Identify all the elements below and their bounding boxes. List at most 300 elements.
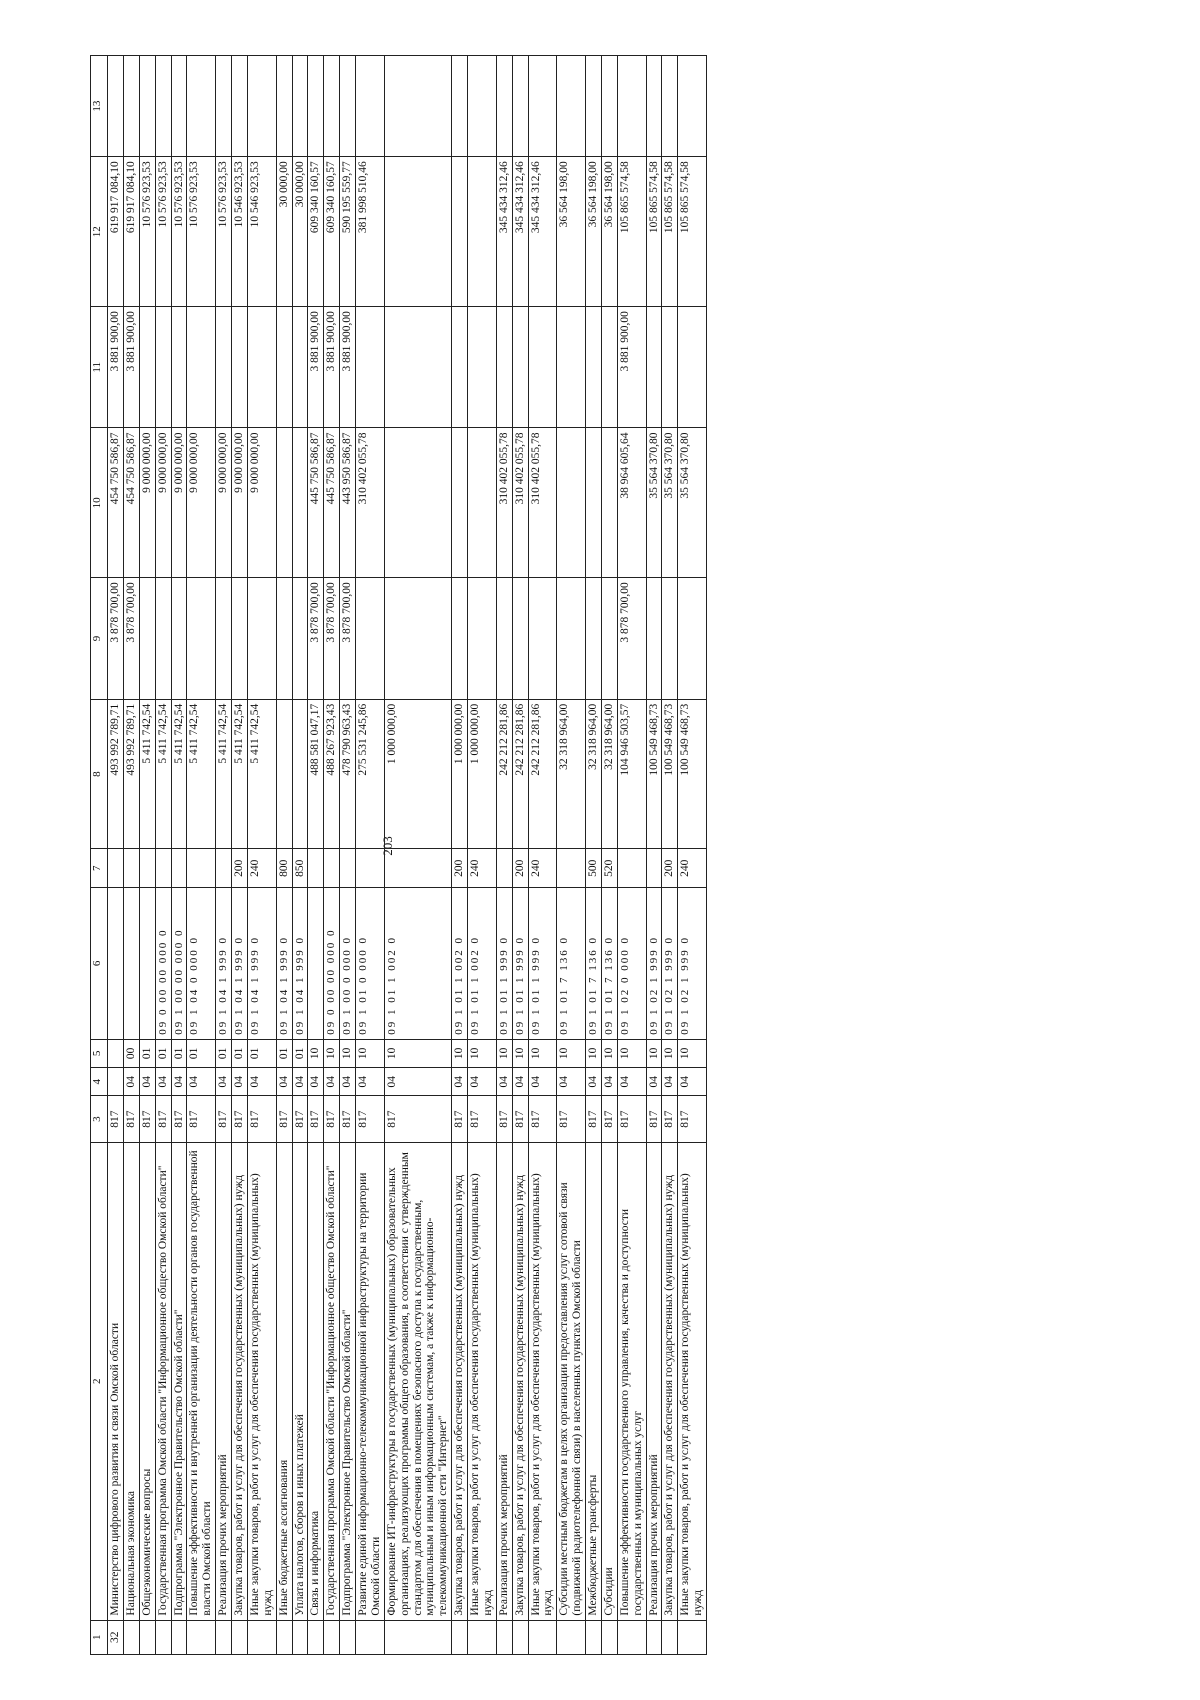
note-col-13 <box>662 56 678 157</box>
ministry-code: 817 <box>171 1096 187 1143</box>
target-article-code: 09 1 04 1 999 0 <box>292 887 308 1039</box>
subsection-code: 10 <box>528 1039 557 1067</box>
row-number <box>468 1620 497 1654</box>
amount-col-11 <box>662 307 678 428</box>
target-article-code: 09 1 01 1 002 0 <box>468 887 497 1039</box>
section-code: 04 <box>356 1068 385 1096</box>
expense-type-code <box>384 849 451 887</box>
target-article-code: 09 1 04 1 999 0 <box>247 887 276 1039</box>
note-col-13 <box>216 56 232 157</box>
note-col-13 <box>468 56 497 157</box>
ministry-code: 817 <box>678 1096 707 1143</box>
amount-col-8: 478 790 963,43 <box>340 699 356 849</box>
amount-col-11 <box>646 307 662 428</box>
table-body <box>91 56 707 1655</box>
amount-col-9: 3 878 700,00 <box>123 578 139 699</box>
section-code: 04 <box>384 1068 451 1096</box>
amount-col-8: 5 411 742,54 <box>232 699 248 849</box>
amount-col-11: 3 881 900,00 <box>324 307 340 428</box>
target-article-code: 09 1 01 1 999 0 <box>496 887 512 1039</box>
column-number-11: 11 <box>91 307 108 428</box>
line-item-name: Иные закупки товаров, работ и услуг для обеспечения государственных (муниципальных) нужд <box>678 1142 707 1620</box>
section-code: 04 <box>123 1068 139 1096</box>
amount-col-8: 1 000 000,00 <box>452 699 468 849</box>
amount-col-8: 100 549 468,73 <box>678 699 707 849</box>
target-article-code: 09 1 02 1 999 0 <box>662 887 678 1039</box>
amount-col-10: 35 564 370,80 <box>662 428 678 578</box>
amount-col-11 <box>496 307 512 428</box>
subsection-code: 01 <box>187 1039 216 1067</box>
table-row <box>586 56 602 1655</box>
section-code: 04 <box>601 1068 617 1096</box>
section-code: 04 <box>247 1068 276 1096</box>
amount-col-10: 9 000 000,00 <box>232 428 248 578</box>
expense-type-code: 200 <box>232 849 248 887</box>
line-item-name: Субсидии <box>601 1142 617 1620</box>
note-col-13 <box>646 56 662 157</box>
target-article-code: 09 1 01 1 002 0 <box>384 887 451 1039</box>
note-col-13 <box>617 56 646 157</box>
line-item-name: Повышение эффективности и внутренней организации деятельности органов государственной власти Омской области <box>187 1142 216 1620</box>
amount-col-12: 345 434 312,46 <box>496 157 512 307</box>
amount-col-9 <box>356 578 385 699</box>
subsection-code: 10 <box>468 1039 497 1067</box>
table-row <box>557 56 586 1655</box>
line-item-name: Межбюджетные трансферты <box>586 1142 602 1620</box>
ministry-code: 817 <box>468 1096 497 1143</box>
target-article-code: 09 0 00 00 000 0 <box>155 887 171 1039</box>
amount-col-9 <box>384 578 451 699</box>
amount-col-11 <box>139 307 155 428</box>
subsection-code: 01 <box>216 1039 232 1067</box>
ministry-code: 817 <box>232 1096 248 1143</box>
row-number <box>452 1620 468 1654</box>
amount-col-11 <box>678 307 707 428</box>
ministry-code: 817 <box>308 1096 324 1143</box>
amount-col-9 <box>512 578 528 699</box>
amount-col-8: 5 411 742,54 <box>247 699 276 849</box>
table-row <box>452 56 468 1655</box>
note-col-13 <box>187 56 216 157</box>
target-article-code <box>308 887 324 1039</box>
target-article-code: 09 1 04 1 999 0 <box>216 887 232 1039</box>
subsection-code: 10 <box>617 1039 646 1067</box>
target-article-code: 09 1 01 0 000 0 <box>356 887 385 1039</box>
column-number-4: 4 <box>91 1068 108 1096</box>
table-row <box>155 56 171 1655</box>
note-col-13 <box>512 56 528 157</box>
subsection-code: 10 <box>601 1039 617 1067</box>
ministry-code: 817 <box>662 1096 678 1143</box>
ministry-code: 817 <box>155 1096 171 1143</box>
amount-col-9 <box>662 578 678 699</box>
line-item-name: Формирование ИТ-инфраструктуры в государственных (муниципальных) образовательных организациях, реализующих программы общего образования, в соответствии с утвержденным стандартом для обеспечения в помещениях безопасного доступа к государственным, муниципальным и иным информационным системам, а также к информационно-телекоммуникационной сети "Интернет" <box>384 1142 451 1620</box>
table-row <box>108 56 124 1655</box>
row-number <box>496 1620 512 1654</box>
amount-col-12: 590 195 559,77 <box>340 157 356 307</box>
table-row <box>528 56 557 1655</box>
note-col-13 <box>308 56 324 157</box>
amount-col-8: 5 411 742,54 <box>187 699 216 849</box>
row-number <box>617 1620 646 1654</box>
note-col-13 <box>678 56 707 157</box>
section-code: 04 <box>452 1068 468 1096</box>
amount-col-10 <box>384 428 451 578</box>
section-code: 04 <box>586 1068 602 1096</box>
amount-col-11 <box>292 307 308 428</box>
section-code: 04 <box>187 1068 216 1096</box>
row-number <box>216 1620 232 1654</box>
row-number <box>601 1620 617 1654</box>
line-item-name: Подпрограмма "Электронное Правительство Омской области" <box>171 1142 187 1620</box>
page-number: 203 <box>379 836 395 856</box>
section-code: 04 <box>155 1068 171 1096</box>
row-number <box>646 1620 662 1654</box>
expense-type-code: 500 <box>586 849 602 887</box>
amount-col-12: 10 546 923,53 <box>247 157 276 307</box>
table-row <box>617 56 646 1655</box>
section-code: 04 <box>324 1068 340 1096</box>
note-col-13 <box>356 56 385 157</box>
expense-type-code <box>308 849 324 887</box>
line-item-name: Иные закупки товаров, работ и услуг для обеспечения государственных (муниципальных) нужд <box>468 1142 497 1620</box>
amount-col-10: 310 402 055,78 <box>356 428 385 578</box>
table-row <box>384 56 451 1655</box>
amount-col-10: 454 750 586,87 <box>108 428 124 578</box>
expense-type-code: 240 <box>247 849 276 887</box>
table-row <box>496 56 512 1655</box>
expense-type-code <box>557 849 586 887</box>
expense-type-code <box>324 849 340 887</box>
line-item-name: Закупка товаров, работ и услуг для обеспечения государственных (муниципальных) нужд <box>512 1142 528 1620</box>
amount-col-10: 9 000 000,00 <box>216 428 232 578</box>
column-number-13: 13 <box>91 56 108 157</box>
amount-col-12 <box>468 157 497 307</box>
ministry-code: 817 <box>528 1096 557 1143</box>
ministry-code: 817 <box>108 1096 124 1143</box>
amount-col-10: 38 964 605,64 <box>617 428 646 578</box>
expense-type-code <box>155 849 171 887</box>
amount-col-8: 493 992 789,71 <box>108 699 124 849</box>
amount-col-9 <box>586 578 602 699</box>
amount-col-9 <box>452 578 468 699</box>
amount-col-10 <box>276 428 292 578</box>
row-number: 32 <box>108 1620 124 1654</box>
note-col-13 <box>384 56 451 157</box>
expense-type-code: 240 <box>468 849 497 887</box>
amount-col-8: 1 000 000,00 <box>384 699 451 849</box>
section-code: 04 <box>216 1068 232 1096</box>
subsection-code: 10 <box>496 1039 512 1067</box>
amount-col-11 <box>601 307 617 428</box>
row-number <box>139 1620 155 1654</box>
amount-col-12: 105 865 574,58 <box>662 157 678 307</box>
ministry-code: 817 <box>276 1096 292 1143</box>
section-code: 04 <box>276 1068 292 1096</box>
table-row <box>340 56 356 1655</box>
subsection-code: 10 <box>340 1039 356 1067</box>
table-row <box>216 56 232 1655</box>
table-row <box>662 56 678 1655</box>
target-article-code <box>123 887 139 1039</box>
amount-col-10: 445 750 586,87 <box>308 428 324 578</box>
target-article-code: 09 1 01 7 136 0 <box>557 887 586 1039</box>
target-article-code: 09 1 01 1 999 0 <box>528 887 557 1039</box>
amount-col-12: 10 546 923,53 <box>232 157 248 307</box>
subsection-code: 10 <box>512 1039 528 1067</box>
column-number-5: 5 <box>91 1039 108 1067</box>
amount-col-10: 310 402 055,78 <box>528 428 557 578</box>
line-item-name: Развитие единой информационно-телекоммуникационной инфраструктуры на территории Омской области <box>356 1142 385 1620</box>
amount-col-12: 10 576 923,53 <box>171 157 187 307</box>
note-col-13 <box>496 56 512 157</box>
amount-col-8: 488 267 923,43 <box>324 699 340 849</box>
amount-col-12: 609 340 160,57 <box>308 157 324 307</box>
column-number-12: 12 <box>91 157 108 307</box>
amount-col-8: 5 411 742,54 <box>171 699 187 849</box>
amount-col-10: 454 750 586,87 <box>123 428 139 578</box>
line-item-name: Связь и информатика <box>308 1142 324 1620</box>
line-item-name: Государственная программа Омской области "Информационное общество Омской области" <box>324 1142 340 1620</box>
amount-col-12: 609 340 160,57 <box>324 157 340 307</box>
ministry-code: 817 <box>216 1096 232 1143</box>
note-col-13 <box>557 56 586 157</box>
expense-type-code <box>496 849 512 887</box>
ministry-code: 817 <box>512 1096 528 1143</box>
amount-col-12: 36 564 198,00 <box>601 157 617 307</box>
line-item-name: Общеэкономические вопросы <box>139 1142 155 1620</box>
amount-col-11 <box>384 307 451 428</box>
ministry-code: 817 <box>292 1096 308 1143</box>
line-item-name: Субсидии местным бюджетам в целях организации предоставления услуг сотовой связи (подвижной радиотелефонной связи) в населенных пунктах Омской области <box>557 1142 586 1620</box>
table-row <box>123 56 139 1655</box>
line-item-name: Закупка товаров, работ и услуг для обеспечения государственных (муниципальных) нужд <box>452 1142 468 1620</box>
target-article-code: 09 1 01 7 136 0 <box>586 887 602 1039</box>
amount-col-10 <box>586 428 602 578</box>
ministry-code: 817 <box>384 1096 451 1143</box>
column-number-9: 9 <box>91 578 108 699</box>
amount-col-12: 105 865 574,58 <box>678 157 707 307</box>
subsection-code: 01 <box>139 1039 155 1067</box>
row-number <box>292 1620 308 1654</box>
amount-col-10: 9 000 000,00 <box>247 428 276 578</box>
amount-col-10 <box>601 428 617 578</box>
line-item-name: Иные закупки товаров, работ и услуг для обеспечения государственных (муниципальных) нужд <box>247 1142 276 1620</box>
target-article-code: 09 1 01 1 002 0 <box>452 887 468 1039</box>
amount-col-8: 242 212 281,86 <box>496 699 512 849</box>
line-item-name: Закупка товаров, работ и услуг для обеспечения государственных (муниципальных) нужд <box>232 1142 248 1620</box>
row-number <box>512 1620 528 1654</box>
table-row <box>646 56 662 1655</box>
subsection-code: 01 <box>155 1039 171 1067</box>
table-row <box>187 56 216 1655</box>
amount-col-11 <box>232 307 248 428</box>
section-code <box>108 1068 124 1096</box>
amount-col-10 <box>452 428 468 578</box>
section-code: 04 <box>171 1068 187 1096</box>
line-item-name: Реализация прочих мероприятий <box>216 1142 232 1620</box>
table-row <box>468 56 497 1655</box>
amount-col-9: 3 878 700,00 <box>617 578 646 699</box>
subsection-code: 10 <box>356 1039 385 1067</box>
amount-col-10: 9 000 000,00 <box>187 428 216 578</box>
column-number-row <box>91 56 108 1655</box>
subsection-code: 01 <box>232 1039 248 1067</box>
column-number-7: 7 <box>91 849 108 887</box>
amount-col-9 <box>216 578 232 699</box>
table-row <box>308 56 324 1655</box>
row-number <box>247 1620 276 1654</box>
target-article-code: 09 1 00 0 000 0 <box>340 887 356 1039</box>
amount-col-9 <box>139 578 155 699</box>
ministry-code: 817 <box>496 1096 512 1143</box>
row-number <box>662 1620 678 1654</box>
target-article-code <box>139 887 155 1039</box>
amount-col-9: 3 878 700,00 <box>340 578 356 699</box>
column-number-8: 8 <box>91 699 108 849</box>
ministry-code: 817 <box>586 1096 602 1143</box>
section-code: 04 <box>340 1068 356 1096</box>
expense-type-code <box>139 849 155 887</box>
amount-col-8: 104 946 503,57 <box>617 699 646 849</box>
amount-col-12: 30 000,00 <box>276 157 292 307</box>
table-row <box>356 56 385 1655</box>
amount-col-9 <box>292 578 308 699</box>
amount-col-11 <box>452 307 468 428</box>
table-row <box>324 56 340 1655</box>
amount-col-9 <box>468 578 497 699</box>
amount-col-8: 242 212 281,86 <box>528 699 557 849</box>
ministry-code: 817 <box>324 1096 340 1143</box>
amount-col-11 <box>155 307 171 428</box>
amount-col-8: 100 549 468,73 <box>662 699 678 849</box>
ministry-code: 817 <box>247 1096 276 1143</box>
amount-col-11 <box>528 307 557 428</box>
ministry-code: 817 <box>340 1096 356 1143</box>
amount-col-8: 5 411 742,54 <box>139 699 155 849</box>
amount-col-9 <box>528 578 557 699</box>
amount-col-12: 105 865 574,58 <box>646 157 662 307</box>
table-row <box>601 56 617 1655</box>
table-row <box>678 56 707 1655</box>
section-code: 04 <box>662 1068 678 1096</box>
expense-type-code: 200 <box>512 849 528 887</box>
section-code: 04 <box>646 1068 662 1096</box>
amount-col-9: 3 878 700,00 <box>324 578 340 699</box>
line-item-name: Государственная программа Омской области "Информационное общество Омской области" <box>155 1142 171 1620</box>
subsection-code: 01 <box>247 1039 276 1067</box>
expense-type-code: 800 <box>276 849 292 887</box>
row-number <box>171 1620 187 1654</box>
expense-type-code: 240 <box>528 849 557 887</box>
amount-col-11 <box>512 307 528 428</box>
note-col-13 <box>586 56 602 157</box>
row-number <box>384 1620 451 1654</box>
note-col-13 <box>292 56 308 157</box>
note-col-13 <box>155 56 171 157</box>
note-col-13 <box>247 56 276 157</box>
amount-col-8: 5 411 742,54 <box>216 699 232 849</box>
ministry-code: 817 <box>356 1096 385 1143</box>
section-code: 04 <box>512 1068 528 1096</box>
budget-table <box>90 55 707 1655</box>
target-article-code: 09 1 02 0 000 0 <box>617 887 646 1039</box>
column-number-1: 1 <box>91 1620 108 1654</box>
section-code: 04 <box>557 1068 586 1096</box>
line-item-name: Иные бюджетные ассигнования <box>276 1142 292 1620</box>
expense-type-code: 520 <box>601 849 617 887</box>
amount-col-10: 9 000 000,00 <box>155 428 171 578</box>
row-number <box>187 1620 216 1654</box>
section-code: 04 <box>468 1068 497 1096</box>
ministry-code: 817 <box>617 1096 646 1143</box>
amount-col-11 <box>247 307 276 428</box>
amount-col-12: 381 998 510,46 <box>356 157 385 307</box>
line-item-name: Реализация прочих мероприятий <box>496 1142 512 1620</box>
line-item-name: Повышение эффективности государственного управления, качества и доступности государственных и муниципальных услуг <box>617 1142 646 1620</box>
note-col-13 <box>601 56 617 157</box>
line-item-name: Подпрограмма "Электронное Правительство Омской области" <box>340 1142 356 1620</box>
column-number-3: 3 <box>91 1096 108 1143</box>
row-number <box>586 1620 602 1654</box>
expense-type-code <box>108 849 124 887</box>
amount-col-9 <box>155 578 171 699</box>
note-col-13 <box>123 56 139 157</box>
row-number <box>123 1620 139 1654</box>
target-article-code: 09 1 01 1 999 0 <box>512 887 528 1039</box>
amount-col-10: 9 000 000,00 <box>171 428 187 578</box>
amount-col-9 <box>247 578 276 699</box>
ministry-code: 817 <box>646 1096 662 1143</box>
amount-col-9 <box>187 578 216 699</box>
row-number <box>308 1620 324 1654</box>
section-code: 04 <box>678 1068 707 1096</box>
amount-col-8: 275 531 245,86 <box>356 699 385 849</box>
row-number <box>557 1620 586 1654</box>
amount-col-8: 242 212 281,86 <box>512 699 528 849</box>
amount-col-10: 9 000 000,00 <box>139 428 155 578</box>
row-number <box>155 1620 171 1654</box>
table-row <box>139 56 155 1655</box>
subsection-code: 10 <box>384 1039 451 1067</box>
amount-col-12 <box>384 157 451 307</box>
section-code: 04 <box>308 1068 324 1096</box>
amount-col-12: 619 917 084,10 <box>108 157 124 307</box>
note-col-13 <box>276 56 292 157</box>
target-article-code: 09 1 02 1 999 0 <box>646 887 662 1039</box>
row-number <box>340 1620 356 1654</box>
target-article-code <box>108 887 124 1039</box>
target-article-code: 09 0 00 00 000 0 <box>324 887 340 1039</box>
expense-type-code <box>187 849 216 887</box>
rotated-page <box>90 55 1136 1655</box>
section-code: 04 <box>292 1068 308 1096</box>
target-article-code: 09 1 04 0 000 0 <box>187 887 216 1039</box>
subsection-code: 10 <box>678 1039 707 1067</box>
subsection-code: 10 <box>324 1039 340 1067</box>
subsection-code: 10 <box>646 1039 662 1067</box>
amount-col-12: 36 564 198,00 <box>586 157 602 307</box>
amount-col-9: 3 878 700,00 <box>108 578 124 699</box>
amount-col-12: 10 576 923,53 <box>187 157 216 307</box>
amount-col-12: 345 434 312,46 <box>512 157 528 307</box>
ministry-code: 817 <box>123 1096 139 1143</box>
amount-col-8: 32 318 964,00 <box>586 699 602 849</box>
row-number <box>678 1620 707 1654</box>
subsection-code: 01 <box>171 1039 187 1067</box>
amount-col-12: 10 576 923,53 <box>216 157 232 307</box>
amount-col-12: 10 576 923,53 <box>155 157 171 307</box>
